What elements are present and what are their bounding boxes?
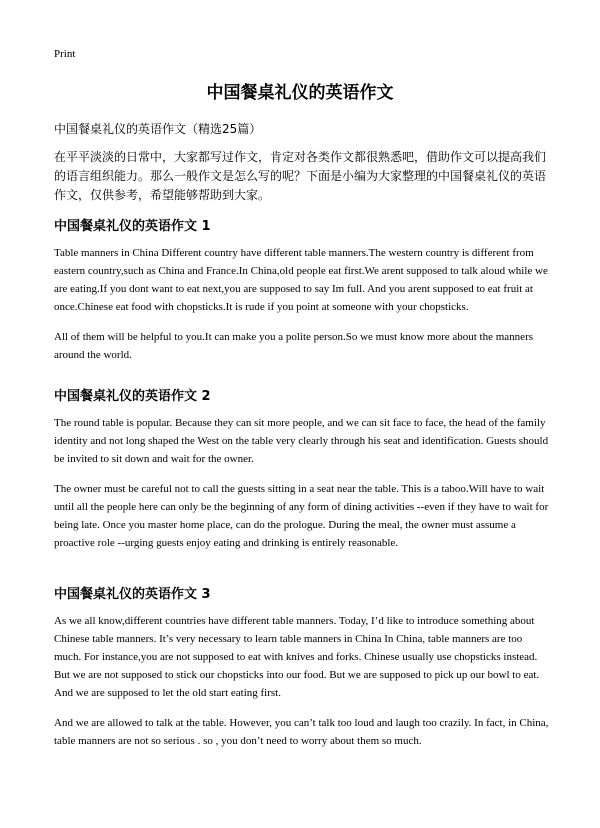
- essay-3-paragraph-1: As we all know,different countries have different table manners. Today, I’d like to introduce something about Chinese table manners. It’s very necessary to learn table manners in China In China, table manners are too much. For instance,you are not supposed to eat with knives and forks. Chinese usually use chopsticks instead. But we are not supposed to stick our chopsticks into our food. But we are supposed to pick up our bowl to eat. And we are supposed to let the old start eating first.: [54, 615, 540, 699]
- essay-2-paragraph-2: The owner must be careful not to call the guests sitting in a seat near the table. This is a taboo.Will have to wait until all the people here can only be the beginning of any form of dining activities --even if they have to wait for being late. Once you master home place, can do the prologue. During the meal, the owner must assume a proactive role --urging guests enjoy eating and drinking is entirely reasonable.: [54, 483, 549, 549]
- essay-heading-1: 中国餐桌礼仪的英语作文 1: [54, 219, 211, 234]
- essay-heading-2: 中国餐桌礼仪的英语作文 2: [54, 389, 211, 404]
- print-link[interactable]: Print: [54, 48, 76, 60]
- essay-1-paragraph-1: Table manners in China Different country have different table manners.The western country is different from eastern country,such as China and France.In China,old people eat first.We arent supposed to talk aloud while we are eating.If you dont want to eat next,you are supposed to say Im full. And you arent supposed to eat fruit at once.Chinese eat food with chopsticks.It is rude if you point at someone with your chopsticks.: [54, 247, 548, 313]
- essay-3-paragraph-2: And we are allowed to talk at the table. However, you can’t talk too loud and laugh too crazily. In fact, in China, table manners are not so serious . so , you don’t need to worry about them so much.: [54, 717, 549, 747]
- essay-section-3: [54, 583, 551, 750]
- essay-section-1: [54, 215, 551, 364]
- essay-heading-3: 中国餐桌礼仪的英语作文 3: [54, 587, 211, 602]
- essay-1-paragraph-2: All of them will be helpful to you.It can make you a polite person.So we must know more about the manners around the world.: [54, 331, 534, 361]
- document-subtitle: 中国餐桌礼仪的英语作文（精选25篇）: [54, 122, 262, 136]
- intro-paragraph: 在平平淡淡的日常中，大家都写过作文，肯定对各类作文都很熟悉吧，借助作文可以提高我们的语言组织能力。那么一般作文是怎么写的呢？下面是小编为大家整理的中国餐桌礼仪的英语作文，仅供参考，希望能够帮助到大家。: [54, 150, 547, 202]
- essay-2-paragraph-1: The round table is popular. Because they can sit more people, and we can sit face to face, the head of the family identity and not long shaped the West on the table very clearly through his seat and identification. Guests should be invited to sit down and wait for the owner.: [54, 417, 549, 465]
- essay-section-2: [54, 385, 551, 552]
- page-title: 中国餐桌礼仪的英语作文: [206, 83, 394, 103]
